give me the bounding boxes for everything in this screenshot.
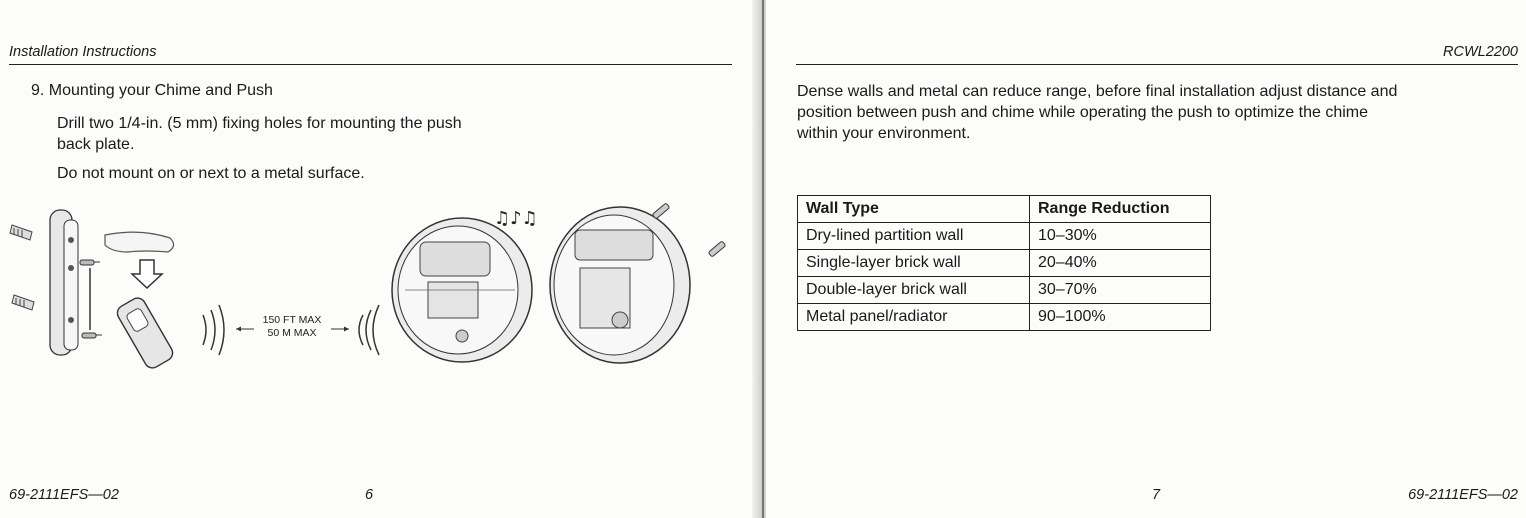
mounting-figure — [0, 190, 752, 380]
music-notes-icon: ♫♪♫ — [494, 208, 538, 229]
left-header-rule — [9, 64, 732, 65]
table-header-row — [798, 196, 1211, 223]
wall-type-cell: Double-layer brick wall — [798, 277, 1030, 304]
table-row — [798, 277, 1211, 304]
metal-warning: Do not mount on or next to a metal surface. — [57, 165, 365, 182]
push-button-icon — [115, 295, 176, 371]
table-row — [798, 250, 1211, 277]
wall-plug-icon — [10, 225, 32, 240]
drill-instruction: Drill two 1/4-in. (5 mm) fixing holes for mounting the push back plate. — [57, 115, 462, 153]
left-page — [0, 0, 760, 518]
screw-icon — [82, 333, 102, 338]
left-footer-code: 69-2111EFS—02 — [9, 487, 119, 503]
wall-type-cell: Dry-lined partition wall — [798, 223, 1030, 250]
right-footer-code: 69-2111EFS—02 — [1408, 487, 1518, 503]
col-header-range-reduction: Range Reduction — [1030, 196, 1211, 223]
finger-icon — [105, 232, 174, 252]
range-reduction-table — [797, 195, 1211, 331]
screw-icon — [80, 260, 100, 265]
screw-icon — [652, 203, 670, 219]
right-header: RCWL2200 — [1443, 44, 1518, 60]
range-reduction-cell: 90–100% — [1030, 304, 1211, 331]
wall-type-cell: Metal panel/radiator — [798, 304, 1030, 331]
range-intro: Dense walls and metal can reduce range, before final installation adjust distance and position between push and chime while operating the push to optimize the chime within your environment. — [797, 83, 1398, 142]
left-page-number: 6 — [365, 487, 374, 503]
wall-plug-icon — [12, 295, 34, 310]
wall-type-cell: Single-layer brick wall — [798, 250, 1030, 277]
range-reduction-cell: 30–70% — [1030, 277, 1211, 304]
right-page-number: 7 — [1152, 487, 1161, 503]
range-reduction-cell: 10–30% — [1030, 223, 1211, 250]
signal-waves-icon — [359, 305, 379, 355]
range-reduction-cell: 20–40% — [1030, 250, 1211, 277]
distance-ft-label: 150 FT MAX — [262, 314, 322, 326]
signal-waves-icon — [203, 305, 224, 355]
table-row — [798, 223, 1211, 250]
screw-icon — [708, 241, 726, 257]
col-header-wall-type: Wall Type — [798, 196, 1030, 223]
left-header: Installation Instructions — [9, 44, 157, 60]
step-title: 9. Mounting your Chime and Push — [31, 82, 273, 99]
chime-unit-icon — [392, 218, 532, 362]
chime-backplate-icon — [550, 207, 690, 363]
press-arrow-icon — [132, 260, 162, 288]
right-header-rule — [796, 64, 1518, 65]
push-back-plate-icon — [50, 210, 78, 355]
distance-m-label: 50 M MAX — [267, 327, 317, 339]
table-row — [798, 304, 1211, 331]
